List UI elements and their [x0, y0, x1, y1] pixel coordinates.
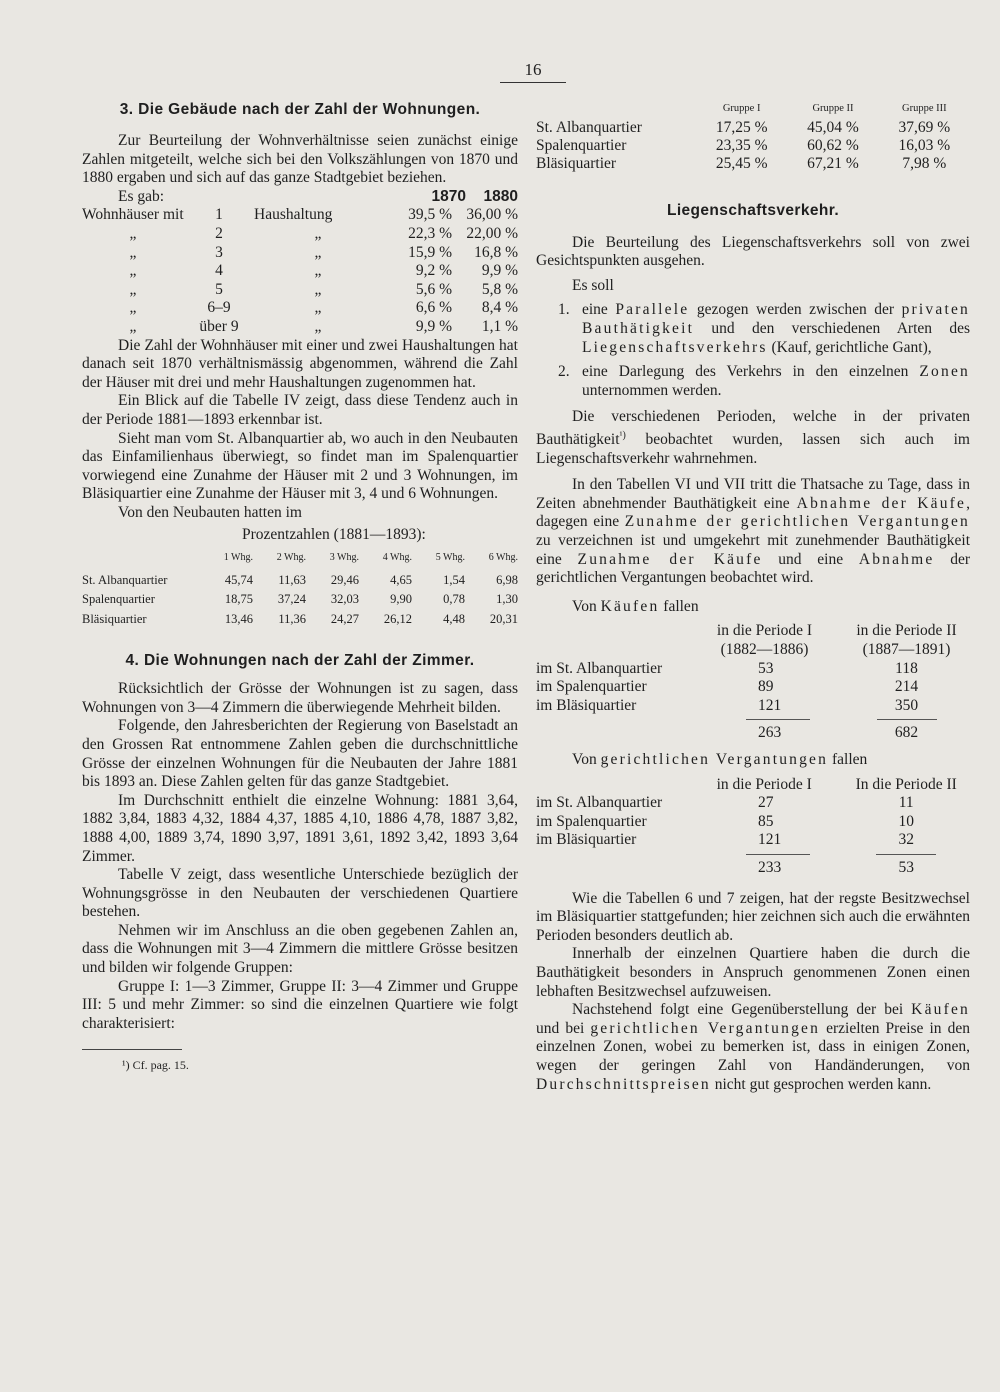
- table-cell: Haushaltung: [254, 206, 333, 224]
- paragraph: Tabelle V zeigt, dass wesentliche Unterschiede bezüglich der Wohnungsgrösse in den Neubauten der verschiedenen Quartiere bestehen.: [82, 866, 518, 921]
- kauf-table: [536, 622, 970, 743]
- page-number: 16: [500, 60, 566, 83]
- table-cell: Spalenquartier: [536, 136, 627, 154]
- table-cell: 85: [758, 812, 774, 830]
- table-cell: 25,45 %: [715, 154, 768, 172]
- table-cell: 1,30: [496, 592, 518, 607]
- table-cell: 45,04 %: [807, 118, 859, 136]
- list-item: [558, 363, 970, 400]
- table-row: [82, 318, 518, 337]
- table-cell: 350: [894, 696, 919, 714]
- table-cell: 5,6 %: [415, 280, 452, 298]
- table-cell: 121: [758, 696, 782, 714]
- section-heading-3: 3. Die Gebäude nach der Zahl der Wohnungen.: [119, 101, 481, 118]
- table-cell: 6,98: [496, 572, 518, 587]
- table-cell: 1,54: [443, 572, 465, 587]
- section-heading-4: 4. Die Wohnungen nach der Zahl der Zimmer.: [125, 652, 475, 670]
- table-cell: 6,6 %: [415, 299, 452, 317]
- table-cell: 20,31: [489, 611, 518, 626]
- table-header: Gruppe I: [722, 103, 761, 114]
- table-cell: im St. Albanquartier: [536, 659, 663, 677]
- table-cell: „: [314, 280, 322, 298]
- table-row: [536, 137, 970, 155]
- paragraph: Zur Beurteilung der Wohnverhältnisse seien zunächst einige Zahlen mitgeteilt, welche sich bei den Volkszählungen von 1870 und 1880 ergaben und sich auf das ganze Stadtgebiet beziehen.: [82, 132, 518, 187]
- table-cell: im Bläsiquartier: [536, 696, 637, 714]
- kauf-header-period-2: in die Periode II (1887—1891): [856, 622, 957, 659]
- table-cell: „: [314, 243, 322, 261]
- paragraph: Gruppe I: 1—3 Zimmer, Gruppe II: 3—4 Zimmer und Gruppe III: 5 und mehr Zimmer: so sind die einzelnen Quartiere wie folgt charakterisiert:: [82, 977, 518, 1032]
- list-number: 2.: [558, 363, 570, 381]
- table-cell: „: [129, 243, 137, 261]
- table-cell: 2: [215, 224, 223, 242]
- table-cell: 60,62 %: [807, 136, 859, 154]
- footnote: ¹) Cf. pag. 15.: [122, 1058, 189, 1073]
- table-cell: Bläsiquartier: [536, 154, 617, 172]
- paragraph: Wie die Tabellen 6 und 7 zeigen, hat der regste Besitzwechsel im Bläsiquartier stattgefunden; hier zeichnen sich auch die erwähnten Perioden besonders deutlich ab.: [536, 889, 970, 944]
- right-column: [536, 100, 970, 1094]
- table-cell: 67,21 %: [807, 154, 859, 172]
- table-cell: 89: [758, 678, 774, 696]
- table-cell: 22,3 %: [408, 224, 452, 242]
- table-cell: 8,4 %: [481, 299, 518, 317]
- paragraph: Die verschiedenen Perioden, welche in der privaten Bauthätigkeit$^{^1)}$ beobachtet wurden, lassen sich auch im Liegenschaftsverkehr wahrnehmen.: [536, 408, 970, 467]
- table-cell: 45,74: [224, 572, 253, 587]
- table-cell: 1: [215, 206, 223, 224]
- table-cell: 9,9 %: [415, 317, 452, 335]
- table-cell: 24,27: [330, 611, 359, 626]
- table-cell: 118: [895, 659, 918, 677]
- year-1870: 1870: [431, 187, 467, 205]
- table-header: 4 Whg.: [382, 552, 412, 564]
- table-header: Gruppe III: [902, 103, 947, 114]
- table-header: 5 Whg.: [435, 552, 465, 564]
- list-number: 1.: [558, 301, 570, 319]
- table-cell: St. Albanquartier: [536, 118, 642, 136]
- table-cell: 11,36: [278, 611, 306, 626]
- table-cell: 13,46: [224, 611, 253, 626]
- left-column: [82, 100, 518, 1075]
- table-row: [536, 794, 970, 813]
- table-cell: 5,8 %: [481, 280, 518, 298]
- table-cell: 4,65: [390, 572, 412, 587]
- table-cell: 4: [215, 262, 223, 280]
- table-row: [82, 299, 518, 318]
- table-cell: 39,5 %: [408, 206, 452, 224]
- paragraph: Von den Neubauten hatten im: [118, 503, 302, 521]
- table-cell: Bläsiquartier: [82, 611, 147, 626]
- table-cell: 0,78: [443, 592, 465, 607]
- table-cell: „: [314, 262, 322, 280]
- year-header-table: [82, 188, 518, 207]
- table-cell: im Spalenquartier: [536, 678, 647, 696]
- verg-header-period-1: in die Periode I: [716, 775, 812, 793]
- table-row: [536, 813, 970, 832]
- table-cell: „: [314, 317, 322, 335]
- paragraph: Ein Blick auf die Tabelle IV zeigt, dass diese Tendenz auch in der Periode 1881—1893 erkennbar ist.: [82, 392, 518, 428]
- verg-header-period-2: In die Periode II: [855, 775, 957, 793]
- table-cell: 16,8 %: [474, 243, 518, 261]
- table-row: [536, 678, 970, 697]
- paragraph: Rücksichtlich der Grösse der Wohnungen ist zu sagen, dass Wohnungen von 3—4 Zimmern die überwiegende Mehrheit bilden.: [82, 680, 518, 716]
- table-row: [82, 244, 518, 263]
- table-row: [536, 155, 970, 173]
- table-cell: 121: [758, 831, 782, 849]
- table-cell: 36,00 %: [466, 206, 518, 224]
- table-cell: 23,35 %: [715, 136, 768, 154]
- table-cell: im Spalenquartier: [536, 812, 647, 830]
- groups-table: [536, 100, 970, 173]
- paragraph: Nehmen wir im Anschluss an die oben gegebenen Zahlen an, dass die Wohnungen mit 3—4 Zimmern die mittlere Grösse besitzen und bilden wir folgende Gruppen:: [82, 921, 518, 977]
- table-cell: 6–9: [207, 299, 231, 317]
- table-row: [536, 831, 970, 850]
- table-cell: 32: [898, 831, 914, 849]
- table-cell: 18,75: [224, 592, 253, 607]
- table-cell: „: [129, 224, 137, 242]
- table-cell: „: [129, 317, 137, 335]
- table-row: [536, 697, 970, 716]
- paragraph: Sieht man vom St. Albanquartier ab, wo auch in den Neubauten das Einfamilienhaus überwiegt, so findet man im Spalenquartier vorwiegend eine Zunahme der Häuser mit 2 und 3 Wohnungen, im Bläsiquartier eine Zunahme der Häuser mit 3, 4 und 6 Wohnungen.: [82, 429, 518, 503]
- table-row: [82, 281, 518, 300]
- table-cell: Wohnhäuser mit: [82, 206, 184, 224]
- table-cell: 53: [758, 659, 774, 677]
- percent-table-title: Prozentzahlen (1881—1893):: [242, 526, 426, 544]
- table-cell: 27: [758, 794, 774, 812]
- paragraph: Innerhalb der einzelnen Quartiere haben die durch die Bauthätigkeit besonders in Anspruch genommenen Zonen einen lebhaften Besitzwechsel aufzuweisen.: [536, 945, 970, 1000]
- table-header: 1 Whg.: [223, 552, 253, 564]
- table-cell: 26,12: [383, 611, 412, 626]
- table-cell: im Bläsiquartier: [536, 831, 637, 849]
- paragraph: Nachstehend folgt eine Gegenüberstellung der bei Käufen und bei gerichtlichen Vergantungen erzielten Preise in den einzelnen Zonen, wobei zu bemerken ist, dass in einigen Zonen, wegen der geringen Zahl von Handänderungen, von Durchschnittspreisen nicht gut gesprochen werden kann.: [536, 1001, 970, 1093]
- paragraph: Im Durchschnitt enthielt die einzelne Wohnung: 1881 3,64, 1882 3,84, 1883 4,32, 1884 4,37, 1885 4,10, 1886 4,78, 1887 3,82, 1888 4,00, 1889 3,74, 1890 3,97, 1891 3,61, 1892 3,42, 1893 3,64 Zimmer.: [82, 791, 518, 865]
- kauf-sum-period-1: 263: [758, 724, 782, 742]
- table-cell: „: [129, 299, 137, 317]
- list-item: [558, 301, 970, 357]
- table-cell: 5: [215, 280, 223, 298]
- section-heading-liegenschaftsverkehr: Liegenschaftsverkehr.: [666, 201, 840, 219]
- table-row: [82, 225, 518, 244]
- table-cell: 9,2 %: [415, 262, 452, 280]
- table-cell: 17,25 %: [715, 118, 768, 136]
- table-header: 6 Whg.: [488, 552, 518, 564]
- table-cell: 15,9 %: [408, 243, 452, 261]
- table-row: [82, 262, 518, 281]
- table-cell: „: [314, 299, 322, 317]
- footnote-rule: [82, 1049, 182, 1050]
- percent-table: [82, 549, 518, 629]
- table-cell: 4,48: [443, 611, 465, 626]
- vergantung-intro: Von gerichtlichen Vergantungen fallen: [572, 751, 868, 768]
- year-1880: 1880: [483, 187, 518, 205]
- table-cell: 9,90: [390, 592, 412, 607]
- paragraph: Folgende, den Jahresberichten der Regierung von Baselstadt an den Grossen Rat entnommene Zahlen geben die durchschnittliche Grösse der einzelnen Wohnungen für die Neubauten der Jahre 1881 bis 1893 an. Diese Zahlen gelten für das ganze Stadtgebiet.: [82, 717, 518, 791]
- vergantung-table: [536, 776, 970, 878]
- kauf-sum-period-2: 682: [894, 724, 919, 742]
- list-text: eine Darlegung des Verkehrs in den einzelnen Zonen unternommen werden.: [582, 363, 970, 399]
- table-cell: „: [129, 262, 137, 280]
- table-row: [536, 660, 970, 679]
- paragraph: Die Zahl der Wohnhäuser mit einer und zwei Haushaltungen hat danach seit 1870 verhältnismässig abgenommen, während die Zahl der Häuser mit drei und mehr Haushaltungen zugenommen hat.: [82, 336, 518, 391]
- table-header: Gruppe II: [812, 103, 854, 114]
- table-cell: im St. Albanquartier: [536, 794, 663, 812]
- table-cell: „: [129, 280, 137, 298]
- verg-sum-period-2: 53: [898, 858, 914, 876]
- table-cell: St. Albanquartier: [82, 572, 168, 587]
- table-cell: 11,63: [278, 572, 306, 587]
- table-cell: 3: [215, 243, 223, 261]
- table-row: [82, 206, 518, 225]
- kauf-intro: Von Käufen fallen: [572, 597, 699, 615]
- table-cell: „: [314, 224, 322, 242]
- paragraph: Die Beurteilung des Liegenschaftsverkehrs soll von zwei Gesichtspunkten ausgehen.: [536, 233, 970, 270]
- table-row: [82, 590, 518, 610]
- kauf-header-period-1: in die Periode I (1882—1886): [716, 622, 813, 659]
- table-cell: Spalenquartier: [82, 592, 155, 607]
- table-cell: 29,46: [330, 572, 359, 587]
- table-cell: 16,03 %: [898, 136, 951, 154]
- es-soll: Es soll: [572, 276, 614, 294]
- table-cell: 37,69 %: [898, 118, 951, 136]
- table-header: 3 Whg.: [329, 552, 359, 564]
- list-text: eine Parallele gezogen werden zwischen der privaten Bauthätigkeit und den verschiedenen Arten des Liegenschaftsverkehrs (Kauf, gerichtliche Gant),: [582, 301, 970, 356]
- table-cell: 10: [898, 812, 914, 830]
- paragraph: In den Tabellen VI und VII tritt die Thatsache zu Tage, dass in Zeiten abnehmender Bauthätigkeit eine Abnahme der Käufe, dagegen eine Zunahme der gerichtlichen Vergantungen zu verzeichnen ist und umgekehrt mit zunehmender Bauthätigkeit eine Zunahme der Käufe und eine Abnahme der gerichtlichen Vergantungen beobachtet wird.: [536, 476, 970, 587]
- table-cell: 32,03: [330, 592, 359, 607]
- table-cell: 9,9 %: [481, 262, 518, 280]
- households-table: [82, 206, 518, 336]
- table-cell: 7,98 %: [902, 154, 947, 172]
- table-row: [82, 571, 518, 591]
- table-cell: 11: [898, 794, 914, 812]
- table-cell: 37,24: [277, 592, 306, 607]
- table-cell: 214: [894, 678, 919, 696]
- table-row: [82, 610, 518, 630]
- es-gab-label: Es gab:: [118, 187, 165, 205]
- table-cell: über 9: [199, 317, 239, 335]
- table-cell: 22,00 %: [466, 224, 518, 242]
- verg-sum-period-1: 233: [758, 858, 782, 876]
- table-header: 2 Whg.: [276, 552, 306, 564]
- table-cell: 1,1 %: [481, 317, 518, 335]
- table-row: [536, 119, 970, 137]
